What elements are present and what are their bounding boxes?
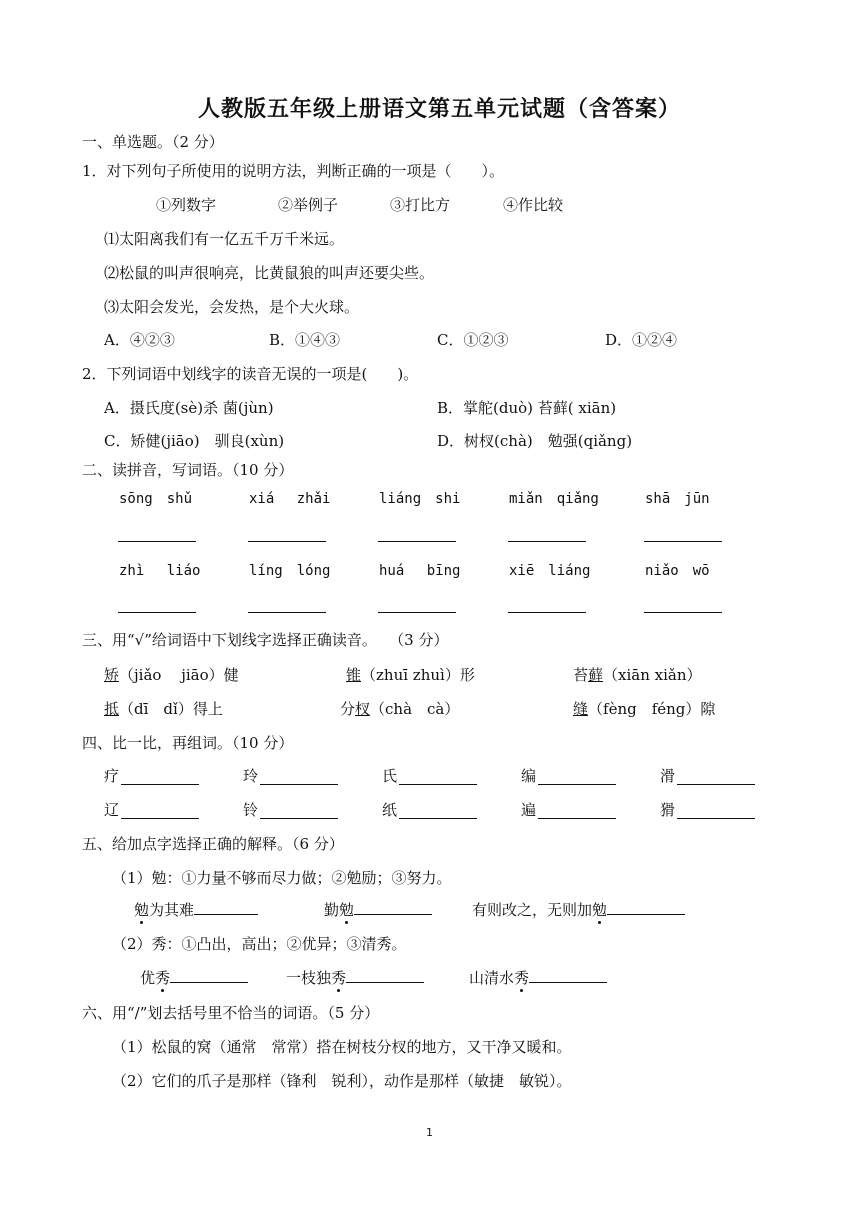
- pron-item: 矫（jiǎo jiāo）健: [104, 666, 239, 684]
- pron-item: 抵（dī dǐ）得上: [104, 700, 223, 718]
- dotted-item: 山清水秀: [469, 968, 607, 988]
- compare-char: 疗: [104, 767, 120, 785]
- sentence-3: ⑶太阳会发光，会发热，是个大火球。: [104, 298, 360, 316]
- underlined-char: 锥: [346, 666, 362, 684]
- answer-blank[interactable]: [644, 541, 722, 542]
- section-3-heading: 三、用“√”给词语中下划线字选择正确读音。 （3 分）: [82, 631, 449, 649]
- answer-blank[interactable]: [508, 612, 586, 613]
- pinyin-2-3: huá bīng: [379, 563, 461, 579]
- section-1-heading: 一、单选题。（2 分）: [82, 133, 224, 151]
- answer-blank[interactable]: [399, 818, 477, 819]
- answer-blank[interactable]: [248, 612, 326, 613]
- answer-blank[interactable]: [248, 541, 326, 542]
- method-2: ②举例子: [278, 196, 339, 214]
- answer-blank[interactable]: [354, 900, 432, 915]
- pinyin-1-1: sōng shǔ: [119, 491, 193, 507]
- compare-char: 编: [521, 767, 537, 785]
- answer-blank[interactable]: [121, 784, 199, 785]
- answer-blank[interactable]: [399, 784, 477, 785]
- compare-char: 辽: [104, 801, 120, 819]
- pinyin-2-5: niǎo wō: [645, 563, 710, 579]
- pinyin-1-5: shā jūn: [645, 491, 710, 507]
- dotted-char: 秀: [514, 969, 530, 987]
- underlined-char: 缝: [573, 700, 589, 718]
- method-4: ④作比较: [503, 196, 564, 214]
- page-number: 1: [426, 1126, 433, 1139]
- dotted-item: 优秀: [140, 968, 248, 988]
- compare-char: 玲: [243, 767, 259, 785]
- s6-question-1: （1）松鼠的窝（通常 常常）搭在树枝分杈的地方，又干净又暖和。: [112, 1038, 572, 1056]
- answer-blank[interactable]: [260, 818, 338, 819]
- answer-blank[interactable]: [260, 784, 338, 785]
- compare-char: 铃: [243, 801, 259, 819]
- section-2-heading: 二、读拼音，写词语。（10 分）: [82, 461, 294, 479]
- definition-mian: （1）勉：①力量不够而尽力做；②勉励；③努力。: [112, 869, 452, 887]
- answer-blank[interactable]: [118, 541, 196, 542]
- dotted-char: 勉: [134, 901, 150, 919]
- q1-stem: 1．对下列句子所使用的说明方法，判断正确的一项是（ ）。: [82, 162, 505, 180]
- method-1: ①列数字: [156, 196, 217, 214]
- q2-option-c: C．矫健(jiāo) 驯良(xùn): [104, 432, 285, 450]
- q2-option-d: D．树杈(chà) 勉强(qiǎng): [437, 432, 633, 450]
- answer-blank[interactable]: [529, 968, 607, 983]
- q1-option-c: C．①②③: [437, 331, 509, 349]
- pron-item: 缝（fèng féng）隙: [573, 700, 716, 718]
- compare-char: 氏: [382, 767, 398, 785]
- dotted-char: 秀: [331, 969, 347, 987]
- dotted-char: 勉: [339, 901, 355, 919]
- answer-blank[interactable]: [508, 541, 586, 542]
- answer-blank[interactable]: [677, 784, 755, 785]
- pinyin-2-4: xiē liáng: [509, 563, 591, 579]
- definition-xiu: （2）秀：①凸出，高出；②优异；③清秀。: [112, 935, 407, 953]
- compare-char: 滑: [660, 767, 676, 785]
- method-3: ③打比方: [390, 196, 451, 214]
- q1-option-d: D．①②④: [605, 331, 678, 349]
- pinyin-2-1: zhì liáo: [119, 563, 201, 579]
- compare-char: 遍: [521, 801, 537, 819]
- underlined-char: 杈: [355, 700, 371, 718]
- answer-blank[interactable]: [378, 541, 456, 542]
- q2-option-b: B．掌舵(duò) 苔藓( xiān): [437, 399, 617, 417]
- underlined-char: 抵: [104, 700, 120, 718]
- underlined-char: 矫: [104, 666, 120, 684]
- s6-question-2: （2）它们的爪子是那样（锋利 锐利），动作是那样（敏捷 敏锐）。: [112, 1072, 572, 1090]
- pron-item: 分杈（chà cà）: [340, 700, 460, 718]
- answer-blank[interactable]: [607, 900, 685, 915]
- pinyin-1-3: liáng shi: [379, 491, 461, 507]
- dotted-item: 有则改之，无则加勉: [472, 900, 685, 920]
- q1-option-a: A．④②③: [104, 331, 175, 349]
- sentence-1: ⑴太阳离我们有一亿五千万千米远。: [104, 230, 345, 248]
- answer-blank[interactable]: [538, 784, 616, 785]
- answer-blank[interactable]: [538, 818, 616, 819]
- answer-blank[interactable]: [644, 612, 722, 613]
- dotted-char: 秀: [155, 969, 171, 987]
- answer-blank[interactable]: [194, 900, 258, 915]
- pron-item: 苔藓（xiān xiǎn）: [573, 666, 702, 684]
- answer-blank[interactable]: [121, 818, 199, 819]
- pinyin-1-4: miǎn qiǎng: [509, 491, 599, 507]
- page-title: 人教版五年级上册语文第五单元试题（含答案）: [198, 96, 682, 122]
- answer-blank[interactable]: [170, 968, 248, 983]
- dotted-char: 勉: [592, 901, 608, 919]
- dotted-item: 一枝独秀: [286, 968, 424, 988]
- sentence-2: ⑵松鼠的叫声很响亮，比黄鼠狼的叫声还要尖些。: [104, 264, 435, 282]
- compare-char: 猾: [660, 801, 676, 819]
- q1-option-b: B．①④③: [269, 331, 341, 349]
- answer-blank[interactable]: [346, 968, 424, 983]
- dotted-item: 勤勉: [324, 900, 432, 920]
- pron-item: 锥（zhuī zhuì）形: [346, 666, 475, 684]
- pinyin-1-2: xiá zhǎi: [249, 491, 331, 507]
- dotted-item: 勉为其难: [134, 900, 258, 920]
- q2-stem: 2．下列词语中划线字的读音无误的一项是( )。: [82, 365, 419, 383]
- pinyin-2-2: líng lóng: [249, 563, 331, 579]
- compare-char: 纸: [382, 801, 398, 819]
- answer-blank[interactable]: [118, 612, 196, 613]
- q2-option-a: A．摄氏度(sè)杀 菌(jùn): [104, 399, 274, 417]
- section-5-heading: 五、给加点字选择正确的解释。（6 分）: [82, 835, 344, 853]
- section-6-heading: 六、用“/”划去括号里不恰当的词语。（5 分）: [82, 1004, 380, 1022]
- underlined-char: 藓: [588, 666, 604, 684]
- answer-blank[interactable]: [677, 818, 755, 819]
- section-4-heading: 四、比一比，再组词。（10 分）: [82, 734, 294, 752]
- answer-blank[interactable]: [378, 612, 456, 613]
